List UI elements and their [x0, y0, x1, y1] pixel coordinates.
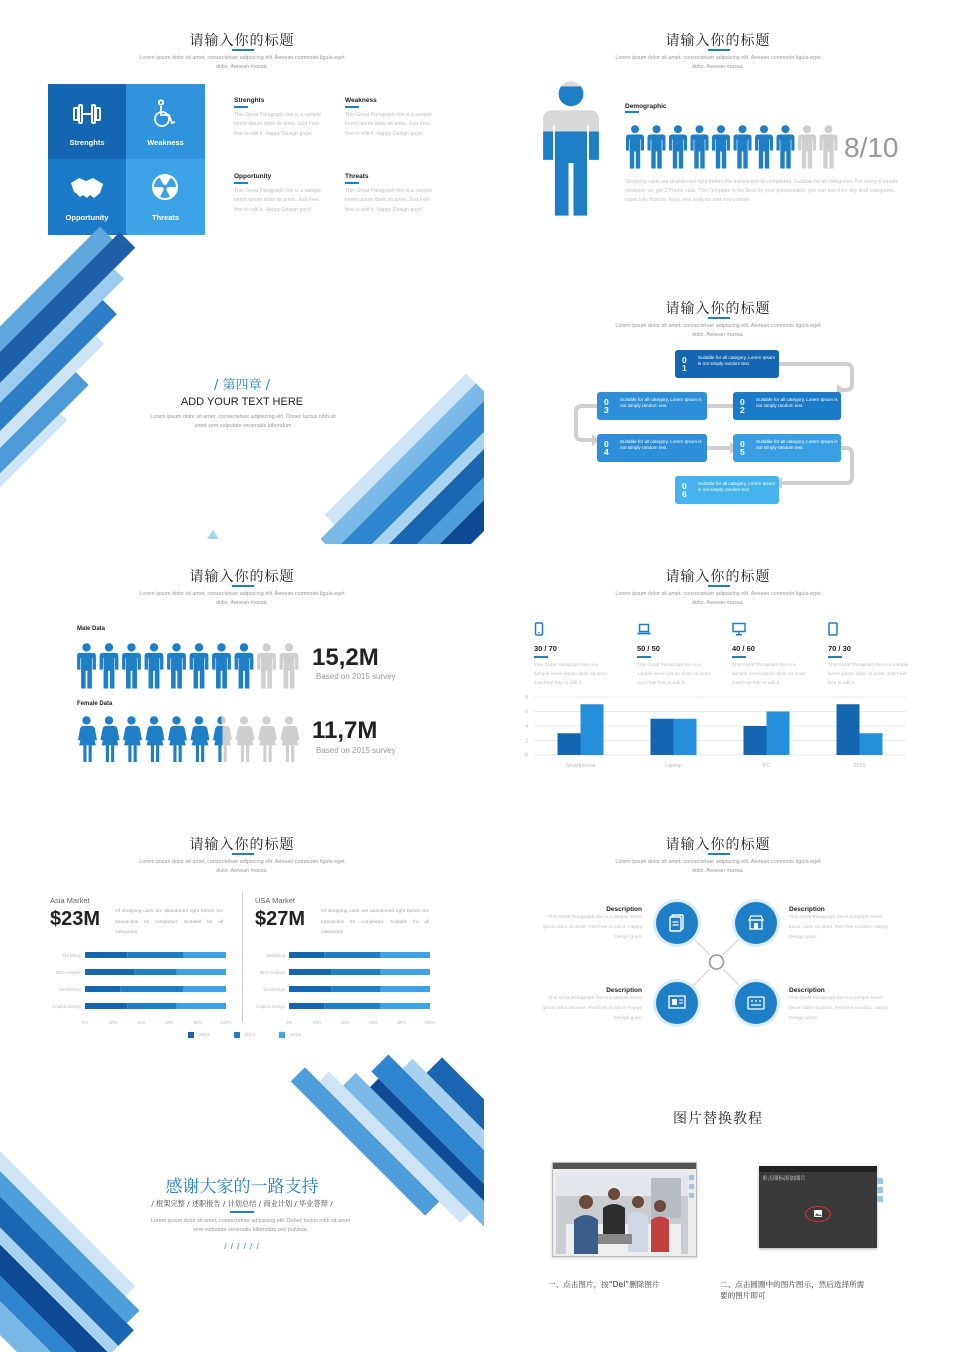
tile-label: Weakness	[147, 138, 184, 147]
man-icon	[798, 125, 816, 168]
slide-swot	[8, 8, 476, 271]
slide-gender	[8, 544, 476, 807]
ratio-underline	[732, 656, 746, 658]
device-text: This Great Paragraph line is a sample lorem ipsum dolor sit amet. Just Feel free to edit it.	[534, 662, 609, 686]
heading-underline	[234, 182, 248, 184]
man-icon	[777, 125, 795, 168]
bar-segment	[85, 986, 120, 992]
step-number: 01	[682, 355, 687, 373]
step-number: 05	[740, 439, 745, 457]
man-icon	[190, 643, 209, 688]
corner-stripes-bottom	[330, 416, 476, 539]
handshake-icon	[69, 175, 105, 201]
bar-segment	[85, 969, 134, 975]
document-icon	[669, 914, 685, 932]
description-item	[789, 987, 894, 1023]
bar-segment	[127, 952, 183, 958]
male-people-row	[76, 643, 301, 689]
bar-segment	[184, 986, 226, 992]
bar-segment	[134, 969, 176, 975]
process-step[interactable]	[597, 392, 707, 420]
step-number: 06	[682, 481, 687, 499]
description-heading: Description	[789, 987, 825, 994]
process-step[interactable]	[675, 476, 779, 504]
bar-segment	[324, 952, 380, 958]
slide-thanks	[8, 1080, 476, 1343]
x-tick-label: 100%	[220, 1020, 232, 1025]
slide-subtitle: Lorem ipsum dolor sit amet, consectetuer adipiscing elit. Aenean commodo ligula eget dolor. Aenean massa.	[615, 591, 821, 606]
description-text: This Great Paragraph line is a sample lorem ipsum dolor sit amet. Feel free to edit it. Happy Design guys!	[542, 996, 642, 1021]
bar-segment	[381, 952, 430, 958]
wheelchair-icon	[152, 99, 178, 129]
image-placeholder-icon[interactable]	[813, 1209, 823, 1219]
heading-underline	[234, 106, 248, 108]
device-ratio: 40 / 60	[732, 644, 755, 653]
bar	[860, 733, 883, 755]
asia-label: Asia Market	[50, 896, 90, 905]
thanks-text: Lorem ipsum dolor sit amet, consectetuer adipiscing elit. Donec luctus nibh sit amet sem vulputate venenatis bibendum orci pulvinar.	[151, 1218, 350, 1233]
asia-value: $23M	[50, 908, 101, 930]
tool-button[interactable]	[877, 1178, 883, 1184]
tile-threats[interactable]	[126, 159, 205, 235]
chapter-text: Lorem ipsum dolor sit amet, consectetuer adipiscing elit. Donec luctus nibh sit amet sem vulputate venenatis bibendum	[150, 414, 336, 429]
tool-button[interactable]	[689, 1184, 694, 1189]
screenshot-one[interactable]	[552, 1162, 697, 1257]
bar-segment	[184, 952, 226, 958]
man-icon	[626, 125, 644, 168]
step-number: 03	[604, 397, 609, 415]
usa-value: $27M	[255, 908, 306, 930]
asia-bar-chart	[40, 942, 230, 1028]
divider	[242, 892, 243, 1022]
bar-segment	[85, 952, 127, 958]
demographic-text: Shopping carts are abandoned right before the transaction its completed. Suitable for all categories. For every 6 emails received, we get 3 Phone calls. This Template is the Best for your presentation, you can use it for any kind categories, especially finance, legal, seo analysis and many more.	[625, 179, 898, 203]
tags-underline	[230, 1211, 254, 1213]
item-text: This Great Paragraph line is a sample lorem ipsum dolor sit amet. Just Feel free to edit it. Happy Design guys!	[345, 111, 433, 138]
slide-demographic	[484, 8, 952, 271]
swot-item	[345, 97, 435, 140]
presentation-icon	[668, 995, 686, 1011]
description-text: This Great Paragraph line is a sample lorem ipsum dolor sit amet. Feel free to edit it. Happy Design guys!	[542, 915, 642, 940]
tool-button[interactable]	[877, 1196, 883, 1202]
y-tick-label: 0	[525, 753, 528, 759]
female-value: 11,7M	[312, 717, 378, 744]
usa-text: Of shopping carts are abandoned right before the transaction its completed. Suitable for all categories	[321, 909, 429, 935]
category-label: WebDesign	[263, 987, 285, 992]
step-text: Suitable for all category, Lorem Ipsum is not simply random text.	[698, 355, 776, 366]
corner-stripes-bottom-left	[8, 1213, 168, 1343]
x-tick-label: 20%	[313, 1020, 322, 1025]
item-heading: Opportunity	[234, 173, 272, 180]
step-text: Suitable for all category, Lorem Ipsum is not simply random text.	[698, 481, 776, 492]
man-icon	[212, 643, 231, 688]
tool-button[interactable]	[689, 1175, 694, 1180]
slide-subtitle: Lorem ipsum dolor sit amet, consectetuer adipiscing elit. Aenean commodo ligula eget dolor. Aenean massa.	[139, 859, 345, 874]
man-icon	[122, 643, 141, 688]
woman-icon	[191, 716, 210, 762]
item-text: This Great Paragraph line is a sample lorem ipsum dolor sit amet. Just Feel free to edit it. Happy Design guys!	[234, 111, 322, 138]
x-tick-label: 60%	[165, 1020, 174, 1025]
y-tick-label: 2	[525, 738, 528, 745]
device-text: This Great Paragraph line is a sample lorem ipsum dolor sit amet. Just Feel free to edit it.	[828, 662, 909, 686]
people-icons	[76, 643, 301, 689]
bar	[558, 733, 581, 755]
woman-icon	[78, 716, 97, 762]
bar-segment	[289, 986, 331, 992]
legend-item	[188, 1032, 210, 1038]
device-item	[732, 622, 812, 688]
process-step[interactable]	[733, 434, 841, 462]
side-toolbar	[877, 1178, 884, 1208]
chapter-title: ADD YOUR TEXT HERE	[180, 396, 304, 408]
slide-title: 请输入你的标题	[665, 837, 771, 853]
woman-icon	[236, 716, 255, 762]
legend-swatch	[234, 1032, 240, 1038]
bar	[767, 712, 790, 756]
step-two-text: 二、点击圆圈中的图片图示，然后选择所需要的图片即可	[720, 1280, 865, 1300]
step-number: 04	[604, 439, 609, 457]
ratio-underline	[828, 656, 842, 658]
y-tick-label: 6	[525, 709, 528, 716]
bar-segment	[289, 952, 324, 958]
title-underline	[232, 585, 254, 587]
bar-segment	[289, 1003, 324, 1009]
woman-icon	[101, 716, 120, 762]
item-text: This Great Paragraph line is a sample lorem ipsum dolor sit amet. Just Feel free to edit it. Happy Design guys!	[234, 187, 322, 214]
slide-descriptions	[484, 812, 952, 1075]
usa-bar-chart	[244, 942, 434, 1028]
bar-segment	[120, 986, 183, 992]
x-tick-label: 20%	[109, 1020, 118, 1025]
description-item	[789, 906, 894, 942]
thanks-tags: / 框架完整 / 述职报告 / 计划总结 / 商业计划 / 毕业答辩 /	[151, 1199, 333, 1208]
x-tick-label: 0%	[81, 1020, 89, 1025]
bar-segment	[127, 1003, 176, 1009]
tile-label: Strenghts	[69, 138, 105, 147]
shop-icon	[747, 914, 765, 931]
asia-text: Of shopping carts are abandoned right before the transaction its completed. Suitable for all categories	[115, 909, 223, 935]
category-label: Graphic Design	[256, 1004, 285, 1009]
female-people-row	[76, 716, 301, 762]
device-ratio: 70 / 30	[828, 644, 851, 653]
usa-label: USA Market	[255, 896, 296, 905]
step-text: Suitable for all category, Lorem Ipsum is not simply random text.	[620, 439, 702, 450]
legend-label: 2015	[290, 1032, 302, 1038]
triangle-accent	[205, 528, 221, 539]
man-icon	[712, 125, 730, 168]
process-step[interactable]	[733, 392, 841, 420]
man-icon	[755, 125, 773, 168]
swot-item	[345, 173, 435, 216]
description-text: This Great Paragraph line is a sample lorem ipsum dolor sit amet. Feel free to edit it. Happy Design guys!	[789, 996, 889, 1021]
woman-icon	[146, 716, 165, 762]
category-label: WebDesign	[59, 987, 81, 992]
device-ratio: 50 / 50	[637, 644, 660, 653]
bar	[651, 719, 674, 755]
man-icon	[257, 643, 276, 688]
step-text: Suitable for all category, Lorem Ipsum is not simply random text.	[756, 397, 838, 408]
female-note: Based on 2015 survey	[316, 746, 396, 755]
radiation-icon	[151, 173, 179, 201]
slide-chapter	[8, 276, 476, 539]
keyboard-icon	[747, 996, 765, 1010]
description-heading: Description	[606, 987, 642, 994]
thanks-title: 感谢大家的一路支持	[165, 1177, 319, 1197]
man-icon	[669, 125, 687, 168]
slide-title: 请输入你的标题	[665, 33, 771, 49]
slide-title: 请输入你的标题	[665, 301, 771, 317]
dumbbell-icon	[72, 104, 102, 124]
device-bar-chart	[514, 689, 914, 774]
tile-label: Threats	[151, 213, 180, 222]
laptop-icon	[637, 622, 651, 636]
tile-label: Opportunity	[65, 213, 109, 222]
woman-icon	[258, 716, 277, 762]
slide-process	[484, 276, 952, 539]
legend-label: 2013	[199, 1032, 210, 1038]
team-photo-image	[556, 1172, 688, 1254]
tool-button[interactable]	[689, 1193, 694, 1198]
woman-icon	[281, 716, 300, 762]
presentation-icon-circle[interactable]	[656, 982, 698, 1024]
slide-title: 请输入你的标题	[665, 569, 771, 585]
slide-subtitle: Lorem ipsum dolor sit amet, consectetuer adipiscing elit. Aenean commodo ligula eget dolor. Aenean massa.	[615, 859, 821, 874]
device-text: This Great Paragraph line is a sample lorem ipsum dolor sit amet. Just Feel free to edit it.	[637, 662, 712, 686]
screenshot-two[interactable]	[759, 1166, 877, 1248]
corner-stripes-top	[8, 276, 153, 461]
bar	[674, 719, 697, 755]
side-toolbar	[689, 1175, 695, 1245]
legend-item	[234, 1032, 256, 1038]
process-step[interactable]	[675, 350, 779, 378]
ratio-value: 8/10	[844, 132, 899, 163]
x-tick-label: Smartphone	[565, 763, 596, 769]
bar-segment	[289, 969, 331, 975]
man-icon	[100, 643, 119, 688]
man-icon	[167, 643, 186, 688]
x-tick-label: 2015	[853, 763, 866, 769]
shop-icon-circle[interactable]	[735, 902, 777, 944]
slide-subtitle: Lorem ipsum dolor sit amet, consectetuer adipiscing elit. Aenean commodo ligula eget dolor. Aenean massa.	[615, 55, 821, 70]
x-tick-label: 100%	[424, 1020, 436, 1025]
man-icon	[820, 125, 838, 168]
man-icon	[280, 643, 299, 688]
bar-segment	[324, 1003, 380, 1009]
step-one-text: 一、点击图片，按“Del”删除图片	[548, 1280, 660, 1289]
tile-strengths[interactable]	[48, 84, 126, 159]
slide-title: 请输入你的标题	[189, 33, 295, 49]
x-tick-label: 0%	[285, 1020, 293, 1025]
male-note: Based on 2015 survey	[316, 672, 396, 681]
category-label: SEO Analysis	[55, 970, 81, 975]
people-icons	[625, 125, 840, 169]
slide-subtitle: Lorem ipsum dolor sit amet, consectetuer adipiscing elit. Aenean commodo ligula eget dolor. Aenean massa.	[139, 591, 345, 606]
man-icon	[145, 643, 164, 688]
monitor-icon	[732, 622, 746, 636]
female-label: Female Data	[77, 701, 113, 707]
tile-opportunity[interactable]	[48, 159, 126, 235]
demographic-label: Demographic	[625, 103, 667, 110]
male-value: 15,2M	[312, 644, 379, 671]
description-heading: Description	[606, 906, 642, 913]
bar-segment	[331, 969, 380, 975]
slide-subtitle: Lorem ipsum dolor sit amet, consectetuer adipiscing elit. Aenean commodo ligula eget dolor. Aenean massa.	[615, 323, 821, 338]
legend-swatch	[279, 1032, 285, 1038]
bar-segment	[381, 969, 430, 975]
x-tick-label: 60%	[369, 1020, 378, 1025]
photo-placeholder	[556, 1172, 688, 1254]
title-underline	[232, 49, 254, 51]
woman-icon	[123, 716, 142, 762]
bar-segment	[85, 1003, 127, 1009]
device-text: This Great Paragraph line is a sample lorem ipsum dolor sit amet. Just Feel free to edit it.	[732, 662, 807, 686]
tutorial-title: 图片替换教程	[673, 1111, 763, 1127]
heading-underline	[345, 182, 359, 184]
bar	[581, 704, 604, 755]
item-heading: Strenghts	[234, 97, 265, 104]
title-underline	[232, 853, 254, 855]
legend-label: 2014	[244, 1032, 256, 1038]
keyboard-icon-circle[interactable]	[735, 982, 777, 1024]
tablet-icon	[828, 622, 838, 636]
device-ratio: 30 / 70	[534, 644, 557, 653]
category-label: Marketing	[266, 953, 285, 958]
placeholder-hint: 单击图标添加图片	[762, 1176, 807, 1182]
category-label: Graphic Design	[52, 1004, 81, 1009]
window-toolbar	[759, 1166, 877, 1172]
bar	[744, 726, 767, 755]
bar-segment	[381, 1003, 430, 1009]
description-heading: Description	[789, 906, 825, 913]
man-icon	[648, 125, 666, 168]
man-icon	[235, 643, 254, 688]
item-heading: Threats	[345, 173, 369, 180]
ratio-underline	[637, 656, 651, 658]
step-text: Suitable for all category, Lorem Ipsum is not simply random text.	[756, 439, 838, 450]
x-tick-label: 40%	[341, 1020, 350, 1025]
bar-segment	[331, 986, 380, 992]
bar-segment	[177, 969, 226, 975]
item-heading: Weakness	[345, 97, 377, 104]
category-label: SEO Analysis	[259, 970, 285, 975]
description-text: This Great Paragraph line is a sample lorem ipsum dolor sit amet. Feel free to edit it. Happy Design guys!	[789, 915, 889, 940]
device-item	[534, 622, 614, 688]
y-tick-label: 8	[525, 695, 528, 701]
slide-devices	[484, 544, 952, 807]
chapter-heading: / 第四章 /	[213, 378, 271, 393]
people-row	[625, 125, 845, 169]
device-item	[637, 622, 717, 688]
x-tick-label: 80%	[193, 1020, 202, 1025]
swot-grid	[48, 84, 205, 235]
description-item	[542, 906, 642, 942]
woman-icon	[168, 716, 187, 762]
description-item	[542, 987, 642, 1023]
legend-swatch	[188, 1032, 194, 1038]
slide-tutorial	[484, 1080, 952, 1343]
man-icon	[77, 643, 96, 688]
slide-subtitle: Lorem ipsum dolor sit amet, consectetuer adipiscing elit. Aenean commodo ligula eget dolor. Aenean massa.	[139, 55, 345, 70]
legend-item	[279, 1032, 301, 1038]
y-tick-label: 4	[525, 724, 528, 730]
description-connectors	[484, 812, 952, 1075]
x-tick-label: 40%	[137, 1020, 146, 1025]
person-silhouette	[540, 58, 602, 240]
process-step[interactable]	[597, 434, 707, 462]
male-label: Male Data	[77, 626, 106, 632]
slide-title: 请输入你的标题	[189, 837, 295, 853]
thanks-slashes: / / / / / /	[224, 1242, 260, 1251]
document-icon-circle[interactable]	[656, 902, 698, 944]
swot-item	[234, 173, 324, 216]
people-icons	[76, 716, 301, 762]
device-item	[828, 622, 910, 688]
item-text: This Great Paragraph line is a sample lorem ipsum dolor sit amet. Just Feel free to edit it. Happy Design guys!	[345, 187, 433, 214]
smartphone-icon	[534, 622, 544, 636]
step-number: 02	[740, 397, 745, 415]
title-underline	[708, 49, 730, 51]
title-underline	[708, 585, 730, 587]
x-tick-label: PC	[762, 763, 771, 769]
x-tick-label: 80%	[397, 1020, 406, 1025]
slide-title: 请输入你的标题	[189, 569, 295, 585]
x-tick-label: Laptop	[665, 763, 682, 769]
heading-underline	[345, 106, 359, 108]
label-underline	[625, 111, 639, 113]
bar-segment	[381, 986, 430, 992]
step-text: Suitable for all category, Lorem Ipsum is not simply random text.	[620, 397, 702, 408]
slide-markets	[8, 812, 476, 1075]
window-toolbar	[553, 1163, 696, 1169]
tool-button[interactable]	[877, 1187, 883, 1193]
swot-item	[234, 97, 324, 140]
bar	[837, 704, 860, 755]
tile-weakness[interactable]	[126, 84, 205, 159]
woman-icon	[213, 716, 232, 762]
bar-segment	[177, 1003, 226, 1009]
man-icon	[691, 125, 709, 168]
market-legend	[188, 1032, 301, 1038]
man-icon	[734, 125, 752, 168]
category-label: Marketing	[62, 953, 81, 958]
ratio-underline	[534, 656, 548, 658]
